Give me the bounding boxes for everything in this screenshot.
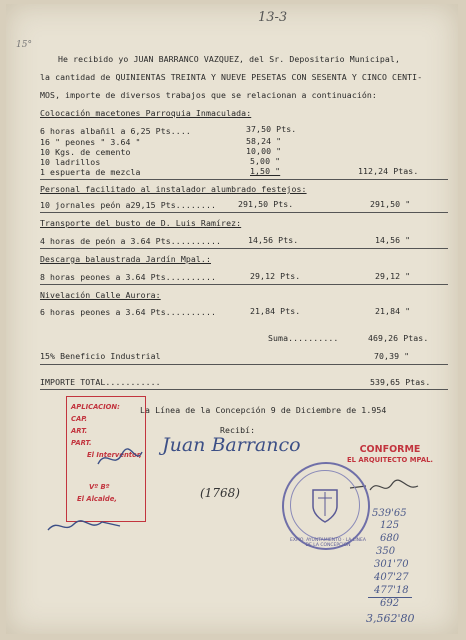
intro-line-3: MOS, importe de diversos trabajos que se relacionan a continuación: (40, 90, 377, 100)
section-2-heading: Personal facilitado al instalador alumbrado festejos: (40, 184, 307, 194)
alcalde-signature-scribble (44, 516, 124, 536)
section-2-line: 10 jornales peón a29,15 Pts........ (40, 200, 217, 210)
section-3-heading: Transporte del busto de D. Luis Ramírez: (40, 218, 242, 228)
section-1-amount-1: 37,50 Pts. (246, 124, 297, 134)
beneficio-label: 15% Beneficio Industrial (40, 351, 161, 361)
stamp-interventor: El Interventor, (87, 451, 142, 459)
importe-label: IMPORTE TOTAL........... (40, 377, 161, 387)
beneficio-value: 70,39 " (374, 351, 410, 361)
intro-line-1: He recibido yo JUAN BARRANCO VAZQUEZ, del Sr. Depositario Municipal, (58, 54, 400, 64)
coat-of-arms-icon (310, 486, 340, 524)
section-5-total: 21,84 " (375, 306, 411, 316)
recibi-label: Recibí: (220, 425, 256, 435)
divider (40, 284, 448, 285)
section-5-heading: Nivelación Calle Aurora: (40, 290, 161, 300)
suma-value: 469,26 Ptas. (368, 333, 429, 343)
interventor-signature-scribble (96, 446, 144, 472)
pencil-sum-3: 680 (380, 533, 400, 544)
intro-line-2: la cantidad de QUINIENTAS TREINTA Y NUEVE PESETAS CON SESENTA Y CINCO CENTI- (40, 72, 423, 82)
stamp-part: PART. (71, 439, 92, 447)
municipal-seal (282, 462, 370, 550)
section-3-total: 14,56 " (375, 235, 411, 245)
seal-text: EXMO. AYUNTAMIENTO · LA LINEA DE LA CONCEPCION (290, 538, 366, 548)
section-4-heading: Descarga balaustrada Jardín Mpal.: (40, 254, 211, 264)
divider (40, 364, 448, 365)
divider (40, 389, 448, 390)
section-1-amount-2: 58,24 " (246, 136, 282, 146)
signature: Juan Barranco (162, 434, 301, 456)
section-1-amount-3: 10,00 " (246, 146, 282, 156)
stamp-vb: Vº Bº (89, 483, 110, 491)
pencil-sum-4: 350 (376, 546, 396, 557)
divider (40, 248, 448, 249)
section-1-amount-4: 5,00 " (250, 156, 281, 166)
section-1-line-5: 1 espuerta de mezcla (40, 167, 141, 177)
section-1-amount-5: 1,50 " (250, 166, 281, 176)
section-4-line: 8 horas peones a 3.64 Pts.......... (40, 272, 217, 282)
conforme-title: CONFORME (359, 444, 421, 455)
section-3-amount: 14,56 Pts. (248, 235, 299, 245)
suma-label: Suma.......... (268, 333, 339, 343)
pencil-sum-1: 539'65 (372, 508, 407, 519)
section-5-amount: 21,84 Pts. (250, 306, 301, 316)
section-5-line: 6 horas peones a 3.64 Pts.......... (40, 307, 217, 317)
date-line: La Línea de la Concepción 9 de Diciembre de 1.954 (140, 405, 387, 415)
section-4-amount: 29,12 Pts. (250, 271, 301, 281)
number-note: (1768) (200, 486, 240, 500)
section-4-total: 29,12 " (375, 271, 411, 281)
pencil-sum-8: 692 (380, 598, 400, 609)
section-1-heading: Colocación macetones Parroquia Inmaculada: (40, 108, 252, 118)
stamp-alcalde: El Alcalde, (77, 495, 117, 503)
conforme-subtitle: EL ARQUITECTO MPAL. (346, 456, 433, 464)
section-1-total: 112,24 Ptas. (358, 166, 419, 176)
section-1-line-1: 6 horas albañil a 6,25 Pts.... (40, 126, 191, 136)
stamp-aplicacion: APLICACION: (71, 403, 120, 411)
importe-value: 539,65 Ptas. (370, 377, 431, 387)
stamp-art: ART. (71, 427, 88, 435)
section-1-line-3: 10 Kgs. de cemento (40, 147, 131, 157)
section-1-line-2: 16 " peones " 3.64 " (40, 137, 141, 147)
pencil-sum-5: 301'70 (374, 559, 409, 570)
section-2-amount: 291,50 Pts. (238, 199, 294, 209)
section-2-total: 291,50 " (370, 199, 411, 209)
section-3-line: 4 horas de peón a 3.64 Pts.......... (40, 236, 222, 246)
corner-mark: 15° (16, 40, 32, 50)
pencil-sum-6: 407'27 (374, 572, 409, 583)
section-1-line-4: 10 ladrillos (40, 157, 101, 167)
pencil-sum-7: 477'18 (374, 585, 409, 596)
divider (40, 212, 448, 213)
pencil-sum-total: 3,562'80 (366, 612, 415, 625)
pencil-sum-2: 125 (380, 520, 400, 531)
top-mark: 13-3 (258, 10, 288, 25)
stamp-cap: CAP. (71, 415, 88, 423)
divider (40, 179, 448, 180)
